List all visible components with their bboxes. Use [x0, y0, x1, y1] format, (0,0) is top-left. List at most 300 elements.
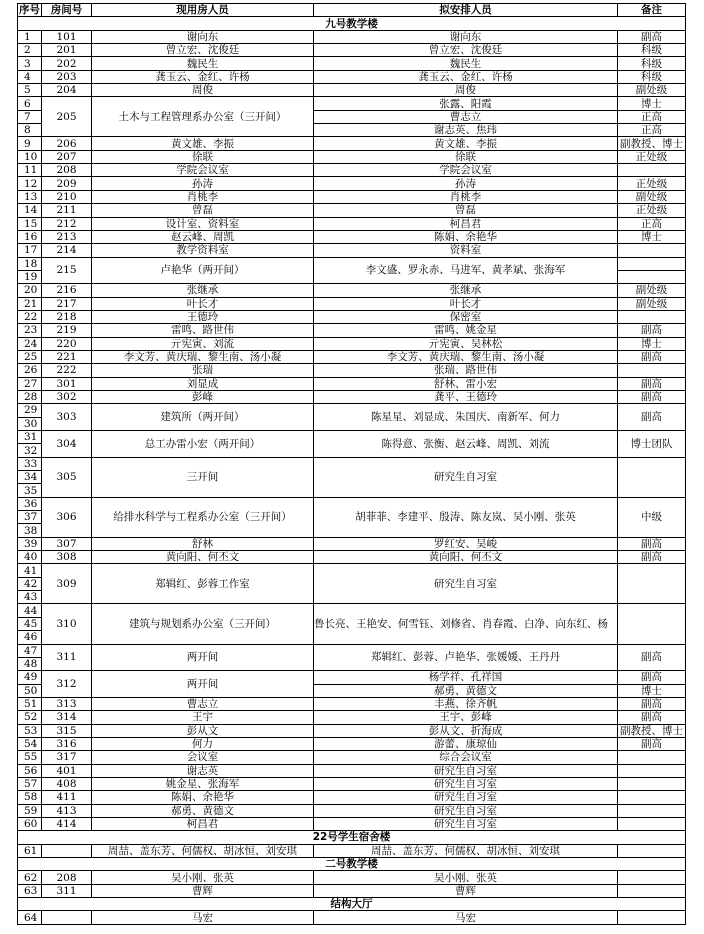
current-occupants: 亓宪寅、刘流 [92, 337, 314, 350]
table-row [18, 324, 686, 337]
notes: 科级 [618, 70, 686, 83]
serial-number: 9 [18, 137, 42, 150]
serial-number: 41 [18, 564, 42, 577]
planned-occupants: 陈娟、余艳华 [314, 230, 618, 243]
table-row [18, 777, 686, 790]
current-occupants: 姚金星、张海军 [92, 777, 314, 790]
serial-number: 3 [18, 57, 42, 70]
notes: 副高 [618, 390, 686, 403]
room-number: 222 [42, 364, 92, 377]
current-occupants: 给排水科学与工程系办公室（三开间） [92, 497, 314, 537]
room-number: 215 [42, 257, 92, 284]
current-occupants: 孙涛 [92, 177, 314, 190]
room-allocation-table [17, 3, 686, 925]
planned-occupants: 曾磊 [314, 204, 618, 217]
serial-number: 27 [18, 377, 42, 390]
notes: 正处级 [618, 177, 686, 190]
serial-number: 52 [18, 711, 42, 724]
table-body [18, 17, 686, 924]
room-number: 205 [42, 97, 92, 137]
notes [618, 244, 686, 257]
current-occupants: 总工办雷小宏（两开间） [92, 431, 314, 458]
notes [618, 270, 686, 283]
planned-occupants: 柯昌君 [314, 217, 618, 230]
section-title: 结构大厅 [18, 898, 686, 911]
serial-number: 40 [18, 551, 42, 564]
notes: 博士 [618, 684, 686, 697]
table-row [18, 804, 686, 817]
room-number: 210 [42, 190, 92, 203]
planned-occupants: 周喆、盖东芳、何儒权、胡冰恒、刘安琪 [314, 844, 618, 857]
section-row [18, 17, 686, 30]
current-occupants: 周喆、盖东芳、何儒权、胡冰恒、刘安琪 [92, 844, 314, 857]
planned-occupants: 陈星星、刘显成、朱国庆、南新军、何力 [314, 404, 618, 431]
current-occupants: 曾磊 [92, 204, 314, 217]
serial-number: 2 [18, 44, 42, 57]
notes: 副高 [618, 537, 686, 550]
serial-number: 38 [18, 524, 42, 537]
notes: 副高 [618, 30, 686, 43]
current-occupants: 李文芳、黄庆瑞、黎生南、汤小凝 [92, 350, 314, 363]
table-row [18, 244, 686, 257]
serial-number: 53 [18, 724, 42, 737]
section-title: 九号教学楼 [18, 17, 686, 30]
serial-number: 30 [18, 417, 42, 430]
room-number: 307 [42, 537, 92, 550]
serial-number: 44 [18, 604, 42, 617]
notes [618, 777, 686, 790]
current-occupants: 徐联 [92, 150, 314, 163]
planned-occupants: 龚玉云、金红、许杨 [314, 70, 618, 83]
serial-number: 49 [18, 671, 42, 684]
planned-occupants: 研究生自习室 [314, 791, 618, 804]
serial-number: 64 [18, 911, 42, 924]
planned-occupants: 资料室 [314, 244, 618, 257]
current-occupants: 卢艳华（两开间） [92, 257, 314, 284]
serial-number: 45 [18, 617, 42, 630]
planned-occupants: 郝勇、黄德文 [314, 684, 618, 697]
table-row [18, 377, 686, 390]
notes: 副高 [618, 737, 686, 750]
room-number: 211 [42, 204, 92, 217]
section-title: 二号教学楼 [18, 858, 686, 871]
notes: 副处级 [618, 190, 686, 203]
room-number: 208 [42, 164, 92, 177]
notes: 正高 [618, 110, 686, 123]
current-occupants: 柯昌君 [92, 817, 314, 830]
notes [618, 564, 686, 604]
serial-number: 57 [18, 777, 42, 790]
current-occupants: 建筑与规划系办公室（三开间） [92, 604, 314, 644]
notes: 副高 [618, 711, 686, 724]
notes [618, 871, 686, 884]
serial-number: 16 [18, 230, 42, 243]
planned-occupants: 保密室 [314, 310, 618, 323]
current-occupants: 两开间 [92, 671, 314, 698]
header-serial: 序号 [19, 4, 40, 17]
planned-occupants: 曹志立 [314, 110, 618, 123]
planned-occupants: 谢志英、焦玮 [314, 124, 618, 137]
table-row [18, 164, 686, 177]
notes [618, 364, 686, 377]
serial-number: 13 [18, 190, 42, 203]
table-row [18, 137, 686, 150]
room-number: 317 [42, 751, 92, 764]
notes: 正高 [618, 217, 686, 230]
serial-number: 48 [18, 657, 42, 670]
serial-number: 46 [18, 631, 42, 644]
table-row [18, 44, 686, 57]
current-occupants: 郝勇、黄德文 [92, 804, 314, 817]
notes: 副高 [618, 324, 686, 337]
table-row [18, 884, 686, 897]
room-number: 308 [42, 551, 92, 564]
planned-occupants: 研究生自习室 [314, 804, 618, 817]
room-number: 408 [42, 777, 92, 790]
serial-number: 7 [18, 110, 42, 123]
planned-occupants: 马宏 [314, 911, 618, 924]
room-number: 305 [42, 457, 92, 497]
serial-number: 26 [18, 364, 42, 377]
table-row [18, 911, 686, 924]
planned-occupants: 肖桃李 [314, 190, 618, 203]
current-occupants: 王宇 [92, 711, 314, 724]
planned-occupants: 彭从文、折海成 [314, 724, 618, 737]
room-number: 411 [42, 791, 92, 804]
current-occupants: 郑辑红、彭蓉工作室 [92, 564, 314, 604]
serial-number: 47 [18, 644, 42, 657]
current-occupants: 张瑞 [92, 364, 314, 377]
table-row [18, 390, 686, 403]
table-row [18, 284, 686, 297]
notes: 副高 [618, 404, 686, 431]
serial-number: 43 [18, 591, 42, 604]
table-row [18, 671, 686, 684]
header-room: 房间号 [42, 4, 92, 17]
room-number: 203 [42, 70, 92, 83]
planned-occupants: 研究生自习室 [314, 777, 618, 790]
serial-number: 56 [18, 764, 42, 777]
planned-occupants: 罗红安、吴峻 [314, 537, 618, 550]
room-number: 214 [42, 244, 92, 257]
serial-number: 23 [18, 324, 42, 337]
room-number: 201 [42, 44, 92, 57]
room-number: 202 [42, 57, 92, 70]
current-occupants: 龚玉云、金红、许杨 [92, 70, 314, 83]
table-row [18, 97, 686, 110]
planned-occupants: 黄文雄、李振 [314, 137, 618, 150]
planned-occupants: 谢向东 [314, 30, 618, 43]
table-row [18, 337, 686, 350]
notes: 副教授、博士 [618, 137, 686, 150]
planned-occupants: 舒林、雷小宏 [314, 377, 618, 390]
current-occupants: 吴小刚、张英 [92, 871, 314, 884]
planned-occupants: 张露、阳霞 [314, 97, 618, 110]
notes: 科级 [618, 57, 686, 70]
planned-occupants: 研究生自习室 [314, 564, 618, 604]
serial-number: 42 [18, 577, 42, 590]
current-occupants: 黄向阳、何丕文 [92, 551, 314, 564]
serial-number: 59 [18, 804, 42, 817]
planned-occupants: 学院会议室 [314, 164, 618, 177]
serial-number: 5 [18, 84, 42, 97]
planned-occupants: 郑辑红、彭蓉、卢艳华、张媛媛、王丹丹 [314, 644, 618, 671]
room-number: 206 [42, 137, 92, 150]
table-row [18, 551, 686, 564]
table-row [18, 711, 686, 724]
section-row [18, 831, 686, 844]
notes: 副高 [618, 644, 686, 671]
current-occupants: 舒林 [92, 537, 314, 550]
notes: 副高 [618, 551, 686, 564]
room-number: 216 [42, 284, 92, 297]
table-row [18, 431, 686, 444]
notes [618, 817, 686, 830]
planned-occupants: 孙涛 [314, 177, 618, 190]
table-row [18, 150, 686, 163]
notes: 博士 [618, 97, 686, 110]
notes [618, 884, 686, 897]
serial-number: 11 [18, 164, 42, 177]
notes: 副教授、博士 [618, 724, 686, 737]
serial-number: 34 [18, 471, 42, 484]
table-row [18, 644, 686, 657]
serial-number: 31 [18, 431, 42, 444]
current-occupants: 刘显成 [92, 377, 314, 390]
notes [618, 791, 686, 804]
room-number: 220 [42, 337, 92, 350]
serial-number: 50 [18, 684, 42, 697]
notes: 副处级 [618, 84, 686, 97]
planned-occupants: 魏民生 [314, 57, 618, 70]
serial-number: 20 [18, 284, 42, 297]
header-row [18, 4, 686, 17]
header-notes: 备注 [618, 4, 686, 17]
room-number: 314 [42, 711, 92, 724]
notes: 博士 [618, 337, 686, 350]
serial-number: 58 [18, 791, 42, 804]
current-occupants: 周俊 [92, 84, 314, 97]
current-occupants: 叶长才 [92, 297, 314, 310]
notes [618, 457, 686, 497]
planned-occupants: 张继承 [314, 284, 618, 297]
planned-occupants: 综合会议室 [314, 751, 618, 764]
planned-occupants: 龚平、王德玲 [314, 390, 618, 403]
notes: 中级 [618, 497, 686, 537]
table-row [18, 564, 686, 577]
planned-occupants: 王宇、彭峰 [314, 711, 618, 724]
current-occupants: 黄文雄、李振 [92, 137, 314, 150]
header-planned-occupants: 拟安排人员 [314, 4, 618, 17]
notes [618, 911, 686, 924]
current-occupants: 王德玲 [92, 310, 314, 323]
serial-number: 54 [18, 737, 42, 750]
room-number [42, 844, 92, 857]
planned-occupants: 徐联 [314, 150, 618, 163]
planned-occupants: 叶长才 [314, 297, 618, 310]
serial-number: 28 [18, 390, 42, 403]
current-occupants: 曹辉 [92, 884, 314, 897]
current-occupants: 彭从文 [92, 724, 314, 737]
table-row [18, 737, 686, 750]
notes: 博士 [618, 230, 686, 243]
table-row [18, 297, 686, 310]
table-row [18, 217, 686, 230]
room-number: 208 [42, 871, 92, 884]
room-number: 310 [42, 604, 92, 644]
serial-number: 6 [18, 97, 42, 110]
room-number: 316 [42, 737, 92, 750]
current-occupants: 雷鸣、路世伟 [92, 324, 314, 337]
table-row [18, 57, 686, 70]
planned-occupants: 李文盛、罗永赤、马进军、黄孝斌、张海军 [314, 257, 618, 284]
planned-occupants: 亓宪寅、吴林松 [314, 337, 618, 350]
room-number: 311 [42, 884, 92, 897]
planned-occupants: 丰燕、徐齐帆 [314, 697, 618, 710]
serial-number: 22 [18, 310, 42, 323]
planned-occupants: 研究生自习室 [314, 457, 618, 497]
planned-occupants: 李文芳、黄庆瑞、黎生南、汤小凝 [314, 350, 618, 363]
planned-occupants: 吴小刚、张英 [314, 871, 618, 884]
notes: 科级 [618, 44, 686, 57]
room-number: 312 [42, 671, 92, 698]
notes: 正处级 [618, 150, 686, 163]
planned-occupants: 游蕾、康琼仙 [314, 737, 618, 750]
notes [618, 604, 686, 644]
serial-number: 51 [18, 697, 42, 710]
notes [618, 310, 686, 323]
serial-number: 39 [18, 537, 42, 550]
section-row [18, 858, 686, 871]
current-occupants: 彭峰 [92, 390, 314, 403]
notes: 正高 [618, 124, 686, 137]
serial-number: 33 [18, 457, 42, 470]
table-row [18, 190, 686, 203]
room-number: 309 [42, 564, 92, 604]
table-row [18, 350, 686, 363]
current-occupants: 曹志立 [92, 697, 314, 710]
notes: 博士团队 [618, 431, 686, 458]
table-row [18, 844, 686, 857]
current-occupants: 谢志英 [92, 764, 314, 777]
current-occupants: 两开间 [92, 644, 314, 671]
table-row [18, 871, 686, 884]
notes [618, 751, 686, 764]
room-number [42, 911, 92, 924]
room-number: 413 [42, 804, 92, 817]
room-number: 219 [42, 324, 92, 337]
serial-number: 61 [18, 844, 42, 857]
notes [618, 764, 686, 777]
planned-occupants: 曹辉 [314, 884, 618, 897]
table-row [18, 30, 686, 43]
table-row [18, 604, 686, 617]
current-occupants: 陈娟、余艳华 [92, 791, 314, 804]
current-occupants: 建筑所（两开间） [92, 404, 314, 431]
serial-number: 36 [18, 497, 42, 510]
serial-number: 60 [18, 817, 42, 830]
serial-number: 55 [18, 751, 42, 764]
room-number: 213 [42, 230, 92, 243]
planned-occupants: 杨学祥、孔祥国 [314, 671, 618, 684]
serial-number: 4 [18, 70, 42, 83]
serial-number: 19 [18, 270, 42, 283]
serial-number: 37 [18, 511, 42, 524]
notes: 副高 [618, 671, 686, 684]
current-occupants: 马宏 [92, 911, 314, 924]
serial-number: 35 [18, 484, 42, 497]
serial-number: 12 [18, 177, 42, 190]
room-number: 221 [42, 350, 92, 363]
current-occupants: 何力 [92, 737, 314, 750]
serial-number: 25 [18, 350, 42, 363]
current-occupants: 三开间 [92, 457, 314, 497]
serial-number: 24 [18, 337, 42, 350]
notes: 副高 [618, 697, 686, 710]
current-occupants: 会议室 [92, 751, 314, 764]
room-number: 311 [42, 644, 92, 671]
serial-number: 15 [18, 217, 42, 230]
serial-number: 32 [18, 444, 42, 457]
table-row [18, 817, 686, 830]
notes: 正处级 [618, 204, 686, 217]
planned-occupants: 陈得意、张衡、赵云峰、周凯、刘流 [314, 431, 618, 458]
current-occupants: 土木与工程管理系办公室（三开间） [92, 97, 314, 137]
planned-occupants: 曾立宏、沈俊廷 [314, 44, 618, 57]
planned-occupants: 鲁长亮、王艳安、何雪钰、刘修省、肖春霞、白净、向东红、杨 [314, 604, 618, 644]
room-number: 306 [42, 497, 92, 537]
planned-occupants: 研究生自习室 [314, 764, 618, 777]
planned-occupants: 雷鸣、姚金星 [314, 324, 618, 337]
table-row [18, 84, 686, 97]
table-row [18, 537, 686, 550]
current-occupants: 设计室、资料室 [92, 217, 314, 230]
room-number: 401 [42, 764, 92, 777]
table-row [18, 364, 686, 377]
table-row [18, 697, 686, 710]
notes [618, 257, 686, 270]
notes: 副高 [618, 377, 686, 390]
planned-occupants: 周俊 [314, 84, 618, 97]
notes: 副高 [618, 350, 686, 363]
current-occupants: 赵云峰、周凯 [92, 230, 314, 243]
serial-number: 62 [18, 871, 42, 884]
room-number: 217 [42, 297, 92, 310]
room-number: 302 [42, 390, 92, 403]
table-row [18, 257, 686, 270]
planned-occupants: 黄向阳、何丕文 [314, 551, 618, 564]
planned-occupants: 胡菲菲、李建平、殷涛、陈友岚、吴小刚、张英 [314, 497, 618, 537]
table-row [18, 724, 686, 737]
room-number: 101 [42, 30, 92, 43]
table-row [18, 404, 686, 417]
notes: 副处级 [618, 284, 686, 297]
notes [618, 164, 686, 177]
table-row [18, 791, 686, 804]
serial-number: 17 [18, 244, 42, 257]
planned-occupants: 研究生自习室 [314, 817, 618, 830]
table-row [18, 764, 686, 777]
serial-number: 14 [18, 204, 42, 217]
table-row [18, 230, 686, 243]
header-current-occupants: 现用房人员 [92, 4, 314, 17]
serial-number: 29 [18, 404, 42, 417]
room-number: 304 [42, 431, 92, 458]
table-row [18, 751, 686, 764]
room-number: 204 [42, 84, 92, 97]
section-title: 22号学生宿舍楼 [18, 831, 686, 844]
notes [618, 844, 686, 857]
